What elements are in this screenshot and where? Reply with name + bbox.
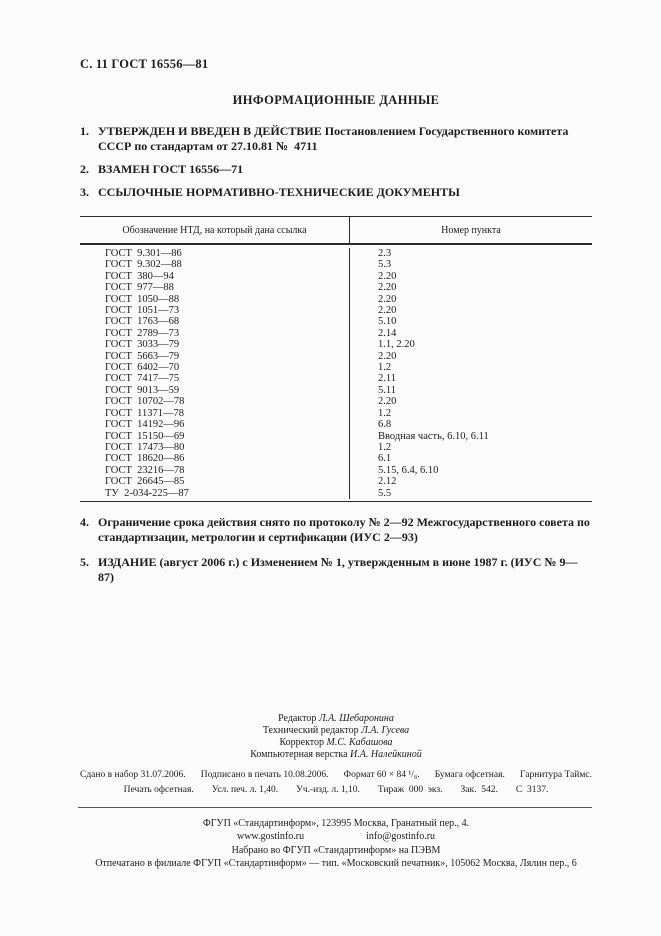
table-row [80, 408, 592, 419]
table-row [80, 465, 592, 476]
ntd-designation: ГОСТ 1051—73 [105, 305, 180, 317]
imprint-typeset-date: Сдано в набор 31.07.2006. [80, 769, 186, 780]
ntd-designation: ГОСТ 17473—80 [105, 441, 185, 453]
printer-address: Отпечатано в филиале ФГУП «Стандартинформ» — тип. «Московский печатник», 105062 Москва, Лялин пер., 6 [95, 858, 577, 870]
item-replaces [80, 162, 592, 177]
publisher-address: ФГУП «Стандартинформ», 123995 Москва, Гранатный пер., 4. [202, 817, 470, 829]
imprint [80, 770, 592, 796]
ntd-designation: ГОСТ 380—94 [105, 270, 174, 282]
imprint-typeface: Гарнитура Таймс. [519, 769, 592, 780]
table-row [80, 339, 592, 350]
clause-number: 1.2 [349, 442, 592, 453]
ntd-designation: ГОСТ 18620—86 [105, 453, 185, 465]
clause-number: 6.8 [349, 419, 592, 430]
references-table-header [80, 217, 592, 245]
references-table-body [80, 245, 592, 501]
ntd-designation: ГОСТ 15150—69 [105, 430, 185, 442]
publisher-email: info@gostinfo.ru [366, 831, 436, 843]
colophon-name: М.С. Кабашова [326, 736, 393, 748]
clause-number: 5.3 [349, 259, 592, 270]
item-edition [80, 555, 592, 585]
clause-number: 5.5 [349, 488, 592, 499]
imprint-print-type: Печать офсетная. [123, 784, 194, 795]
table-row [80, 419, 592, 430]
imprint-publisher-sheets: Уч.-изд. л. 1,10. [296, 784, 360, 795]
colophon-name: И.А. Налейкиной [350, 748, 422, 760]
clause-number: 2.20 [349, 282, 592, 293]
clause-number: 6.1 [349, 453, 592, 464]
table-row [80, 316, 592, 327]
clause-number: 2.3 [349, 248, 592, 259]
table-row [80, 385, 592, 396]
table-row [80, 328, 592, 339]
item-validity [80, 515, 592, 545]
ntd-designation: ГОСТ 26645—85 [105, 476, 185, 488]
item-number: 5. [80, 554, 89, 569]
item-number: 4. [80, 514, 89, 529]
clause-number: 1.2 [349, 362, 592, 373]
clause-number: Вводная часть, 6.10, 6.11 [349, 431, 592, 442]
imprint-printed-sheets: Усл. печ. л. 1,40. [211, 784, 279, 795]
imprint-line-2 [80, 785, 592, 796]
table-row [80, 476, 592, 487]
clause-number: 5.11 [349, 385, 592, 396]
ntd-designation: ГОСТ 977—88 [105, 282, 174, 294]
table-row [80, 431, 592, 442]
clause-number: 2.20 [349, 351, 592, 362]
imprint-format: Формат 60 × 84 ¹/₈. [343, 769, 420, 780]
table-row [80, 373, 592, 384]
table-row [80, 259, 592, 270]
item-text: ВЗАМЕН ГОСТ 16556—71 [98, 162, 244, 176]
ntd-designation: ТУ 2-034-225—87 [105, 487, 189, 499]
ntd-designation: ГОСТ 9.302—88 [105, 259, 182, 271]
ntd-designation: ГОСТ 7417—75 [105, 373, 180, 385]
item-text: ССЫЛОЧНЫЕ НОРМАТИВНО-ТЕХНИЧЕСКИЕ ДОКУМЕНТЫ [98, 185, 460, 199]
colophon-role: Технический редактор [262, 724, 362, 736]
colophon-line-corrector [80, 737, 592, 749]
imprint-line-1 [80, 770, 592, 781]
ntd-designation: ГОСТ 9013—59 [105, 384, 180, 396]
references-table [80, 216, 592, 502]
publisher-footer [80, 819, 592, 870]
table-row [80, 282, 592, 293]
clause-number: 2.20 [349, 294, 592, 305]
imprint-paper: Бумага офсетная. [434, 769, 505, 780]
clause-number: 2.20 [349, 305, 592, 316]
clause-number: 5.15, 6.4, 6.10 [349, 465, 592, 476]
clause-number: 2.20 [349, 271, 592, 282]
clause-number: 1.1, 2.20 [349, 339, 592, 350]
imprint-print-date: Подписано в печать 10.08.2006. [200, 769, 329, 780]
table-header-ntd: Обозначение НТД, на который дана ссылка [122, 224, 307, 236]
colophon-role: Компьютерная верстка [250, 748, 351, 760]
ntd-designation: ГОСТ 14192—96 [105, 419, 185, 431]
imprint-order-number: Зак. 542. [460, 784, 498, 795]
clause-number: 5.10 [349, 316, 592, 327]
item-number: 3. [80, 185, 89, 199]
table-row [80, 294, 592, 305]
imprint-code: С 3137. [515, 784, 549, 795]
publisher-website: www.gostinfo.ru [236, 831, 305, 843]
clause-number: 2.20 [349, 396, 592, 407]
ntd-designation: ГОСТ 1763—68 [105, 316, 180, 328]
colophon-line-editor [80, 713, 592, 725]
table-header-clause: Номер пункта [349, 217, 592, 243]
table-row [80, 453, 592, 464]
table-row [80, 488, 592, 499]
ntd-designation: ГОСТ 2789—73 [105, 327, 180, 339]
colophon-name: Л.А. Шебаронина [318, 712, 394, 724]
item-approved [80, 124, 592, 154]
colophon-name: Л.А. Гусева [361, 724, 410, 736]
page-header: С. 11 ГОСТ 16556—81 [80, 57, 209, 71]
table-row [80, 351, 592, 362]
colophon-role: Корректор [279, 736, 327, 748]
colophon [80, 713, 592, 761]
ntd-designation: ГОСТ 5663—79 [105, 350, 180, 362]
table-row [80, 362, 592, 373]
publisher-contacts [80, 832, 592, 843]
ntd-designation: ГОСТ 10702—78 [105, 396, 185, 408]
colophon-role: Редактор [278, 712, 319, 724]
table-row [80, 442, 592, 453]
colophon-line-layout [80, 749, 592, 761]
item-text: ИЗДАНИЕ (август 2006 г.) с Изменением № 1, утвержденным в июне 1987 г. (ИУС № 9—87) [98, 554, 578, 584]
table-row [80, 396, 592, 407]
ntd-designation: ГОСТ 23216—78 [105, 464, 185, 476]
imprint-circulation: Тираж 000 экз. [377, 784, 443, 795]
clause-number: 2.11 [349, 373, 592, 384]
ntd-designation: ГОСТ 11371—78 [105, 407, 185, 419]
item-text: УТВЕРЖДЕН И ВВЕДЕН В ДЕЙСТВИЕ Постановлением Государственного комитета СССР по стандартам от 27.10.81 № 4711 [98, 124, 572, 153]
clause-number: 1.2 [349, 408, 592, 419]
table-row [80, 271, 592, 282]
ntd-designation: ГОСТ 3033—79 [105, 339, 180, 351]
page-title: ИНФОРМАЦИОННЫЕ ДАННЫЕ [232, 93, 440, 107]
ntd-designation: ГОСТ 9.301—86 [105, 248, 182, 259]
item-number: 1. [80, 124, 89, 138]
footer-divider [78, 807, 592, 808]
clause-number: 2.12 [349, 476, 592, 487]
item-text: Ограничение срока действия снято по протоколу № 2—92 Межгосударственного совета по стандартизации, метрологии и сертификации (ИУС 2—93) [98, 514, 593, 544]
clause-number: 2.14 [349, 328, 592, 339]
item-number: 2. [80, 162, 89, 176]
item-reference-docs [80, 185, 592, 200]
table-row [80, 248, 592, 259]
ntd-designation: ГОСТ 6402—70 [105, 362, 180, 374]
ntd-designation: ГОСТ 1050—88 [105, 293, 180, 305]
typeset-note: Набрано во ФГУП «Стандартинформ» на ПЭВМ [231, 844, 441, 856]
colophon-line-tech-editor [80, 725, 592, 737]
table-row [80, 305, 592, 316]
